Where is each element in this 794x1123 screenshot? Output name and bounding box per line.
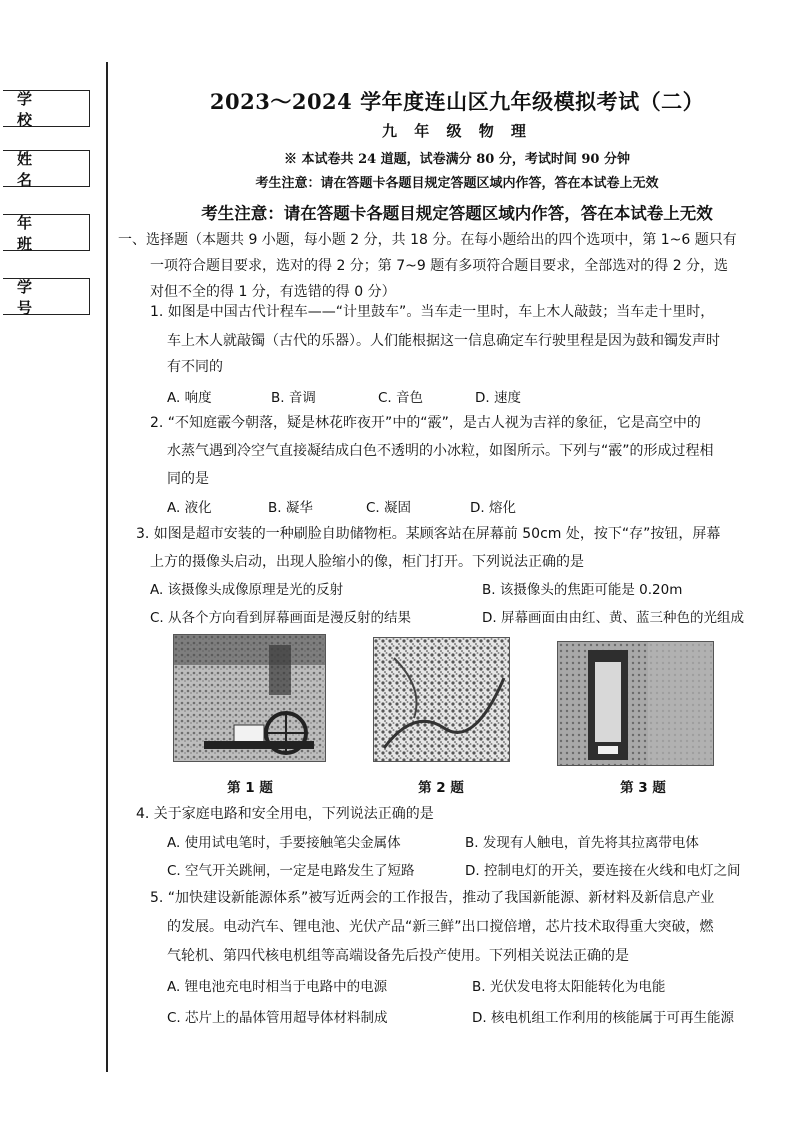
q5-line-3: 气轮机、第四代核电机组等高端设备先后投产使用。下列相关说法正确的是 <box>167 948 629 964</box>
q5-option-d: D. 核电机组工作利用的核能属于可再生能源 <box>472 1010 734 1026</box>
figure-1-caption: 第 1 题 <box>227 780 273 796</box>
name-label: 姓 名 <box>17 149 47 189</box>
section1-line-1: 一、选择题（本题共 9 小题，每小题 2 分，共 18 分。在每小题给出的四个选项中，第 1~6 题只有 <box>118 232 737 248</box>
q1-option-c: C. 音色 <box>378 390 424 406</box>
q5-option-c: C. 芯片上的晶体管用超导体材料制成 <box>167 1010 388 1026</box>
q4-option-c: C. 空气开关跳闸，一定是电路发生了短路 <box>167 863 415 879</box>
q3-option-c: C. 从各个方向看到屏幕画面是漫反射的结果 <box>150 610 412 626</box>
figure-2-sleet-image <box>373 637 510 762</box>
q2-option-c: C. 凝固 <box>366 500 412 516</box>
notice-small: 考生注意：请在答题卡各题目规定答题区域内作答，答在本试卷上无效 <box>255 176 659 191</box>
q1-line-1: 1. 如图是中国古代计程车——“计里鼓车”。当车走一里时，车上木人敲鼓；当车走十里时， <box>150 304 715 320</box>
q2-option-b: B. 凝华 <box>268 500 313 516</box>
q2-option-d: D. 熔化 <box>470 500 516 516</box>
q2-option-a: A. 液化 <box>167 500 212 516</box>
q4-option-d: D. 控制电灯的开关，要连接在火线和电灯之间 <box>465 863 741 879</box>
class-label: 年 班 <box>17 213 47 253</box>
section1-line-2: 一项符合题目要求，选对的得 2 分；第 7~9 题有多项符合题目要求，全部选对的得 2 分，选 <box>150 258 729 274</box>
binding-line <box>106 62 108 1072</box>
number-label-box <box>3 278 90 315</box>
number-label: 学 号 <box>17 277 47 317</box>
q1-option-a: A. 响度 <box>167 390 212 406</box>
q5-option-b: B. 光伏发电将太阳能转化为电能 <box>472 979 666 995</box>
q1-option-b: B. 音调 <box>271 390 316 406</box>
school-label: 学 校 <box>17 89 47 129</box>
q5-line-1: 5. “加快建设新能源体系”被写近两会的工作报告，推动了我国新能源、新材料及新信息产业 <box>150 890 715 906</box>
q4-option-b: B. 发现有人触电，首先将其拉离带电体 <box>465 835 699 851</box>
q5-option-a: A. 锂电池充电时相当于电路中的电源 <box>167 979 388 995</box>
q4-line-1: 4. 关于家庭电路和安全用电，下列说法正确的是 <box>136 806 434 822</box>
figure-3-locker-image <box>557 641 714 766</box>
figure-1-drum-cart-image <box>173 634 326 762</box>
exam-title: 2023～2024 学年度连山区九年级模拟考试（二） <box>209 89 705 114</box>
exam-subtitle: 九 年 级 物 理 <box>382 122 532 140</box>
q3-option-b: B. 该摄像头的焦距可能是 0.20m <box>482 582 683 598</box>
q2-line-1: 2. “不知庭霰今朝落，疑是林花昨夜开”中的“霰”，是古人视为吉祥的象征，它是高空中的 <box>150 415 701 431</box>
q3-line-2: 上方的摄像头启动，出现人脸缩小的像，柜门打开。下列说法正确的是 <box>150 554 584 570</box>
figure-2-caption: 第 2 题 <box>418 780 464 796</box>
q1-line-3: 有不同的 <box>167 359 223 375</box>
exam-info: ※ 本试卷共 24 道题，试卷满分 80 分，考试时间 90 分钟 <box>284 152 630 167</box>
name-label-box <box>3 150 90 187</box>
q1-line-2: 车上木人就敲镯（古代的乐器）。人们能根据这一信息确定车行驶里程是因为鼓和镯发声时 <box>167 333 720 349</box>
q2-line-3: 同的是 <box>167 471 209 487</box>
figure-3-caption: 第 3 题 <box>620 780 666 796</box>
q3-option-a: A. 该摄像头成像原理是光的反射 <box>150 582 344 598</box>
q3-line-1: 3. 如图是超市安装的一种刷脸自助储物柜。某顾客站在屏幕前 50cm 处，按下“存”按钮，屏幕 <box>136 526 721 542</box>
q2-line-2: 水蒸气遇到冷空气直接凝结成白色不透明的小冰粒，如图所示。下列与“霰”的形成过程相 <box>167 443 714 459</box>
q5-line-2: 的发展。电动汽车、锂电池、光伏产品“新三鲜”出口搅倍增，芯片技术取得重大突破，燃 <box>167 919 714 935</box>
q3-option-d: D. 屏幕画面由由红、黄、蓝三种色的光组成 <box>482 610 744 626</box>
class-label-box <box>3 214 90 251</box>
section1-line-3: 对但不全的得 1 分，有选错的得 0 分） <box>150 284 396 300</box>
q4-option-a: A. 使用试电笔时，手要接触笔尖金属体 <box>167 835 401 851</box>
school-label-box <box>3 90 90 127</box>
q1-option-d: D. 速度 <box>475 390 521 406</box>
notice-big: 考生注意：请在答题卡各题目规定答题区域内作答，答在本试卷上无效 <box>201 204 713 223</box>
